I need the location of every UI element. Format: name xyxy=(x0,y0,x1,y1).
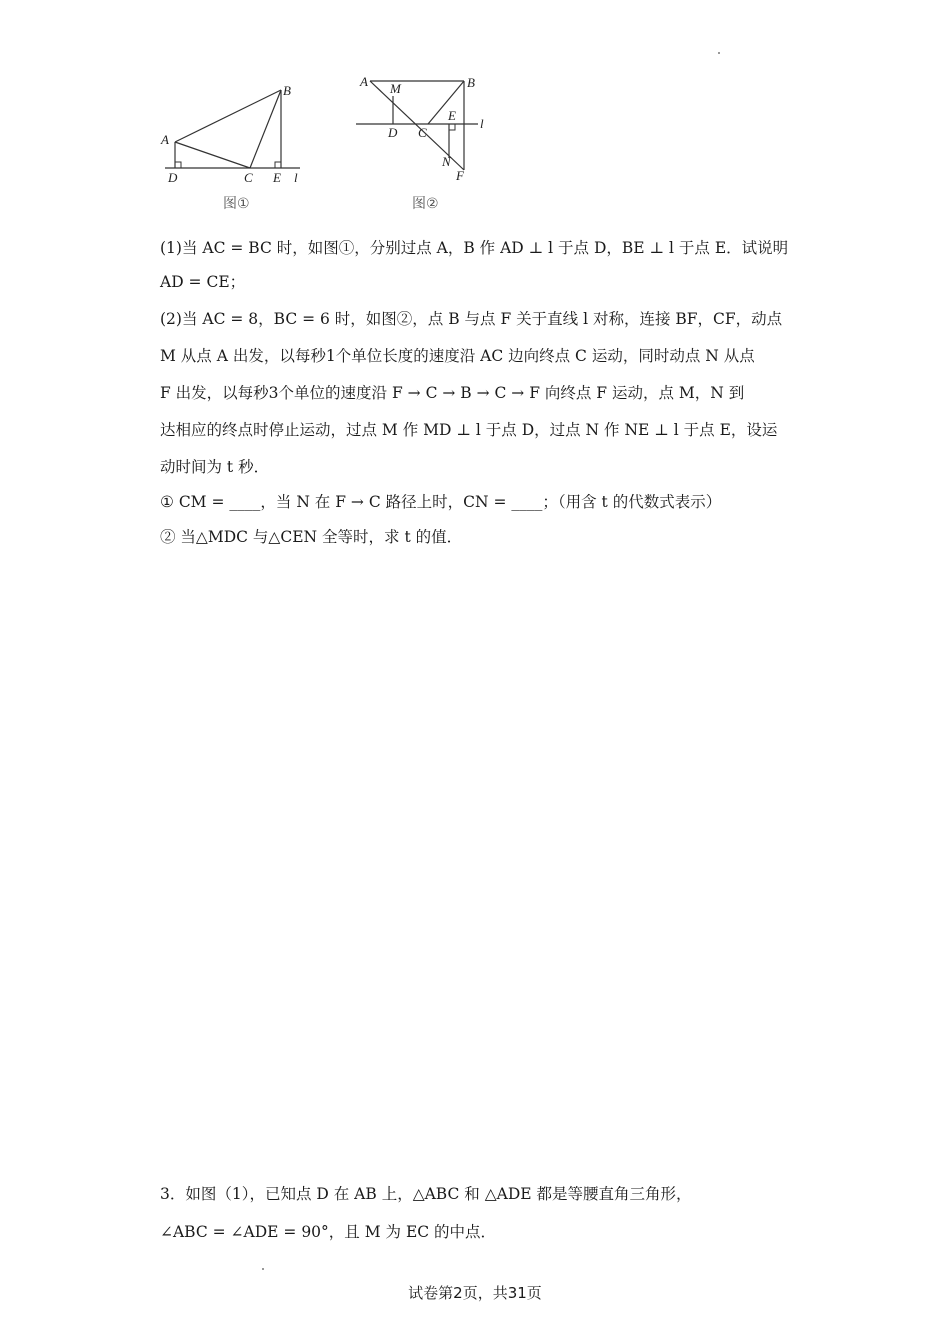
fig2-label-a: A xyxy=(360,74,368,89)
fig1-label-e: E xyxy=(273,170,281,185)
fig1-label-b: B xyxy=(283,83,291,98)
problem2-line-5: F 出发，以每秒3个单位的速度沿 F → C → B → C → F 向终点 F 运动，点 M，N 到 xyxy=(160,384,745,402)
fig2-label-b: B xyxy=(467,75,475,90)
problem2-line-4: M 从点 A 出发，以每秒1个单位长度的速度沿 AC 边向终点 C 运动，同时动点 N 从点 xyxy=(160,347,755,365)
fig1-label-a: A xyxy=(161,132,169,147)
problem2-subquestion-1: ① CM = ____，当 N 在 F → C 路径上时，CN = ____；（用含 t 的代数式表示） xyxy=(160,493,722,511)
page-speck-bottom xyxy=(262,1268,264,1270)
fig2-label-d: D xyxy=(388,125,398,140)
figure-1 xyxy=(155,80,315,194)
problem2-subquestion-2: ② 当△MDC 与△CEN 全等时，求 t 的值． xyxy=(160,528,463,546)
fig2-label-n: N xyxy=(442,154,451,169)
problem2-line-3: (2)当 AC = 8，BC = 6 时，如图②，点 B 与点 F 关于直线 l 对称，连接 BF，CF，动点 xyxy=(160,310,783,328)
problem3-line-2: ∠ABC = ∠ADE = 90°，且 M 为 EC 的中点． xyxy=(160,1223,497,1241)
fig2-label-c: C xyxy=(418,125,427,140)
fig2-label-e: E xyxy=(448,108,456,123)
fig1-label-c: C xyxy=(244,170,253,185)
problem2-line-6: 达相应的终点时停止运动，过点 M 作 MD ⊥ l 于点 D，过点 N 作 NE ⊥ l 于点 E，设运 xyxy=(160,421,778,439)
problem2-line-1: (1)当 AC = BC 时，如图①，分别过点 A，B 作 AD ⊥ l 于点 D，BE ⊥ l 于点 E．试说明 xyxy=(160,239,789,257)
problem3-line-1: 3．如图（1），已知点 D 在 AB 上，△ABC 和 △ADE 都是等腰直角三角形， xyxy=(160,1185,692,1203)
fig2-label-f: F xyxy=(456,168,464,183)
fig2-label-m: M xyxy=(390,81,401,96)
figure-1-diagram xyxy=(155,80,315,190)
figure-2 xyxy=(352,68,502,192)
figure-2-diagram xyxy=(352,68,502,188)
fig2-label-l: l xyxy=(480,116,484,131)
figure-2-caption: 图② xyxy=(412,196,439,212)
page-speck-top xyxy=(718,52,720,54)
page-footer: 试卷第2页，共31页 xyxy=(408,1284,542,1302)
fig1-label-l: l xyxy=(294,170,298,185)
problem2-line-2: AD = CE； xyxy=(160,273,246,291)
figure-1-caption: 图① xyxy=(223,196,250,212)
fig1-label-d: D xyxy=(168,170,178,185)
problem2-line-7: 动时间为 t 秒． xyxy=(160,458,270,476)
